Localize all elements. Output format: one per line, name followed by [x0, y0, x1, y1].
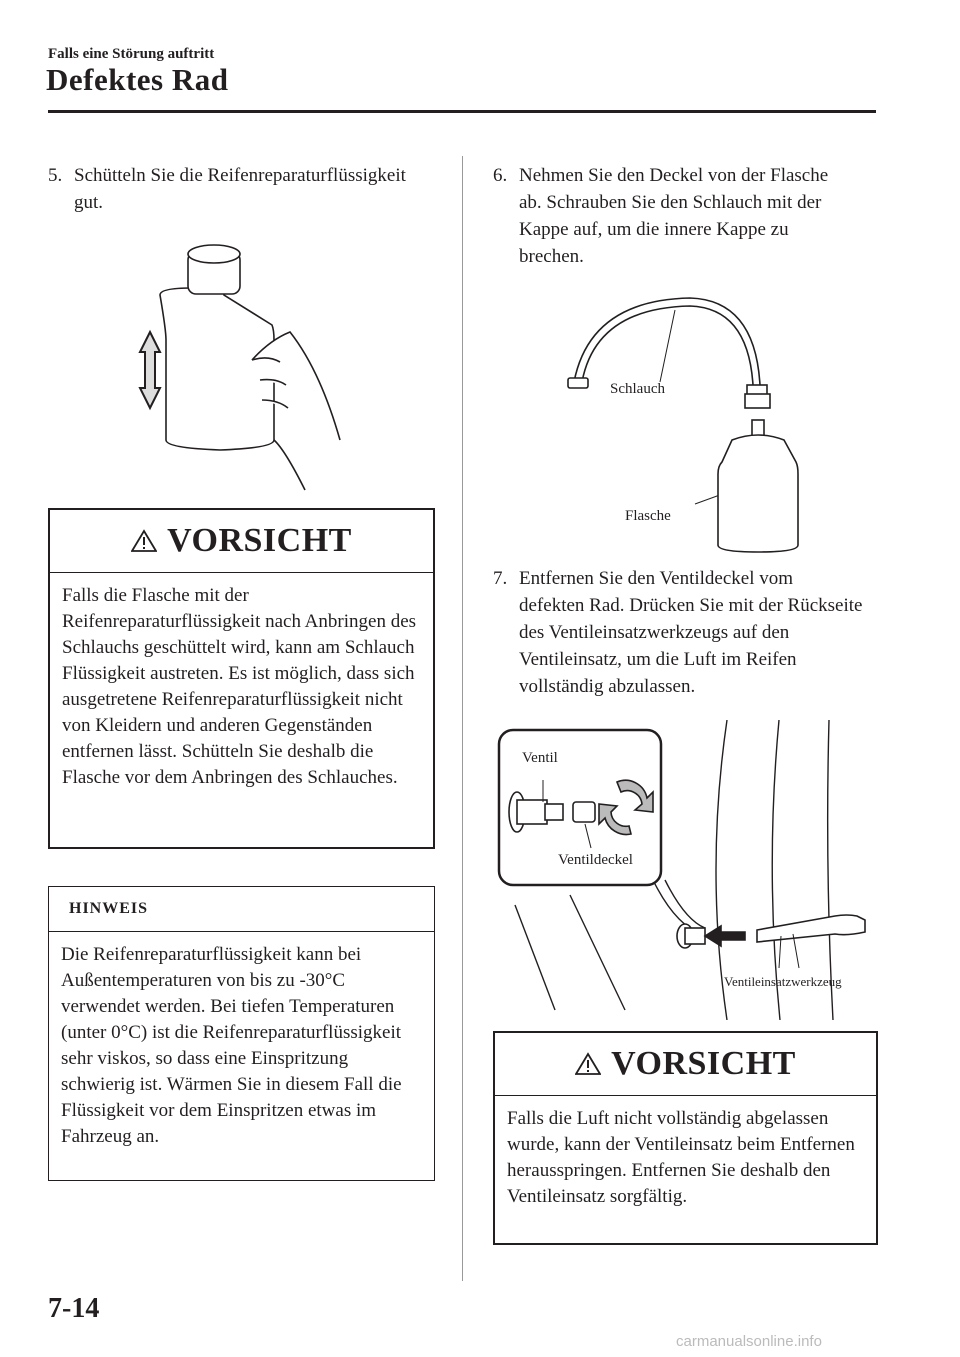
step-text: Schütteln Sie die Reifenreparaturflüssigkeit gut. [74, 165, 406, 213]
hose-bottle-illustration [560, 290, 810, 560]
step-number: 7. [493, 568, 508, 589]
note-text: Die Reifenreparaturflüssigkeit kann bei Außentemperaturen von bis zu -30°C verwendet werden. Bei tiefen Temperaturen (unter 0°C) ist die Reifenreparaturflüssigkeit sehr viskos, so dass eine Einspritzung schwierig ist. Wärmen Sie in diesem Fall die Flüssigkeit vor dem Einspritzen etwas im Fahrzeug an. [61, 944, 402, 1147]
step-5 [48, 162, 408, 216]
step-text: Entfernen Sie den Ventildeckel vom defekten Rad. Drücken Sie mit der Rückseite des Ventileinsatzwerkzeugs auf den Ventileinsatz, um die Luft im Reifen vollständig abzulassen. [519, 568, 863, 697]
caution-box [48, 508, 435, 849]
warning-icon [131, 529, 157, 553]
footer-watermark: carmanualsonline.info [676, 1333, 822, 1350]
page-title: Defektes Rad [46, 62, 229, 97]
column-divider [462, 156, 463, 1281]
note-box [48, 886, 435, 1181]
caution-box [493, 1031, 878, 1245]
step-6 [493, 162, 853, 270]
label-hose: Schlauch [610, 381, 665, 397]
label-bottle: Flasche [625, 508, 671, 524]
step-7 [493, 565, 863, 700]
label-valve-cap: Ventildeckel [558, 852, 633, 868]
note-header: HINWEIS [49, 887, 434, 932]
caution-header [495, 1033, 876, 1096]
label-valve: Ventil [522, 750, 558, 766]
title-rule [48, 110, 876, 113]
caution-label: VORSICHT [611, 1045, 796, 1082]
caution-label: VORSICHT [167, 522, 352, 559]
shake-bottle-illustration [120, 240, 370, 495]
caution-header [50, 510, 433, 573]
step-number: 6. [493, 165, 508, 186]
section-heading: Falls eine Störung auftritt [48, 46, 215, 62]
caution-text: Falls die Luft nicht vollständig abgelassen wurde, kann der Ventileinsatz beim Entfernen herausspringen. Entfernen Sie deshalb den Ventileinsatz sorgfältig. [507, 1108, 855, 1207]
page-number: 7-14 [48, 1293, 100, 1324]
label-valve-tool: Ventileinsatzwerkzeug [724, 974, 842, 989]
step-text: Nehmen Sie den Deckel von der Flasche ab. Schrauben Sie den Schlauch mit der Kappe auf, um die innere Kappe zu brechen. [519, 165, 829, 267]
caution-text: Falls die Flasche mit der Reifenreparaturflüssigkeit nach Anbringen des Schlauchs geschüttelt wird, kann am Schlauch Flüssigkeit austreten. Es ist möglich, dass sich ausgetretene Reifenreparaturflüssigkeit nicht von Kleidern und anderen Gegenständen entfernen lässt. Schütteln Sie deshalb die Flasche vor dem Anbringen des Schlauches. [62, 585, 417, 788]
warning-icon [575, 1052, 601, 1076]
step-number: 5. [48, 165, 63, 186]
